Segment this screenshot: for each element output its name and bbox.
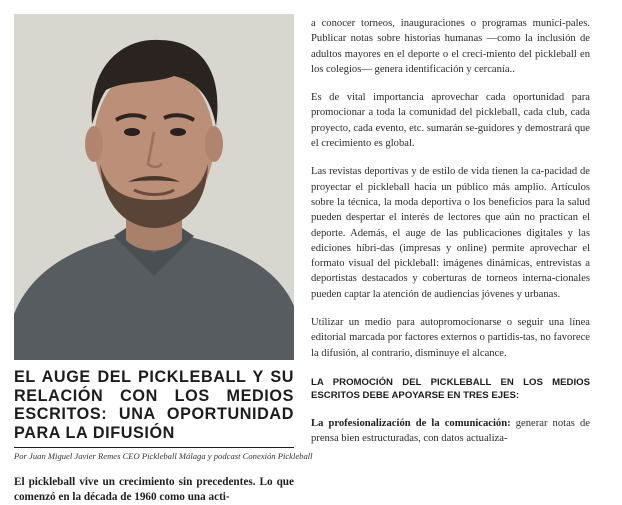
article-headline: EL AUGE DEL PICKLEBALL Y SU RELACIÓN CON LOS MEDIOS ESCRITOS: UNA OPORTUNIDAD PARA LA DIFUSIÓN	[14, 368, 294, 442]
portrait-illustration	[14, 14, 294, 360]
headline-divider	[14, 447, 294, 448]
list-item-lead: La profesionalización de la comunicación:	[311, 417, 511, 429]
body-paragraph: Utilizar un medio para autopromocionarse o seguir una línea editorial marcada por factores externos o partidis-tas, no favorece la difusión, al contrario, disminuye el alcance.	[311, 317, 590, 359]
article-byline: Por Juan Miguel Javier Remes CEO Pickleball Málaga y podcast Conexión Pickleball	[14, 451, 313, 461]
body-paragraph: Las revistas deportivas y de estilo de vida tienen la ca-pacidad de proyectar el pickleball hacia un público más amplio. Artículos sobre la técnica, la moda deportiva o los beneficios para la salud pueden despertar el interés de lectores que aún no practican el deporte. Además, el auge de las publicaciones digitales y las ediciones híbri-das (impresas y online) permite aprovechar el formato visual del pickleball: imágenes dinámicas, entrevistas a deportistas destacados y coberturas de torneos interna-cionales pueden captar la atención de audiencias jóvenes y urbanas.	[311, 166, 590, 300]
article-lede: El pickleball vive un crecimiento sin precedentes. Lo que comenzó en la década de 1960 como una acti-	[14, 476, 294, 504]
section-subhead: LA PROMOCIÓN DEL PICKLEBALL EN LOS MEDIOS ESCRITOS DEBE APOYARSE EN TRES EJES:	[311, 376, 590, 402]
author-portrait-photo	[14, 14, 294, 360]
left-column	[14, 14, 313, 504]
body-paragraph: a conocer torneos, inauguraciones o programas munici-pales. Publicar notas sobre historias humanas —como la inclusión de adultos mayores en el deporte o el creci-miento del pickleball en los colegios— genera identificación y cercanía..	[311, 18, 590, 75]
body-paragraph-final	[311, 416, 590, 447]
body-paragraph: Es de vital importancia aprovechar cada oportunidad para promocionar a toda la comunidad del pickleball, cada club, cada proyecto, cada evento, etc. sumarán se-guidores y demostrará que el crecimiento es global.	[311, 92, 590, 150]
right-column	[311, 16, 590, 460]
list-item-text: generar notas de prensa bien estructuradas, con datos actualiza-	[311, 417, 591, 445]
